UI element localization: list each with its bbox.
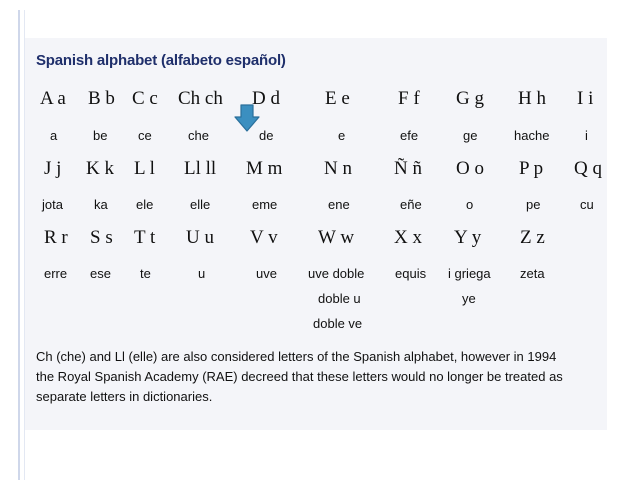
letter-i: I i	[577, 88, 594, 109]
name-e: e	[338, 128, 346, 143]
letter-s: S s	[90, 227, 113, 248]
note-line: separate letters in dictionaries.	[36, 389, 213, 404]
name-w-alt1: doble u	[318, 291, 361, 306]
letter-a: A a	[40, 88, 66, 109]
slide-top	[0, 0, 638, 10]
name-w: uve doble	[308, 266, 365, 281]
name-ene: eñe	[400, 197, 422, 212]
letter-p: P p	[519, 158, 544, 179]
note-line: Ch (che) and Ll (elle) are also considered letters of the Spanish alphabet, however in 1994	[36, 349, 557, 364]
letter-t: T t	[134, 227, 156, 248]
name-n: ene	[328, 197, 350, 212]
letter-ll: Ll ll	[184, 158, 217, 179]
name-ch: che	[188, 128, 209, 143]
page-title: Spanish alphabet (alfabeto español)	[36, 52, 286, 69]
letter-v: V v	[250, 227, 278, 248]
name-c: ce	[138, 128, 152, 143]
letter-ene: Ñ ñ	[394, 158, 422, 179]
letter-j: J j	[44, 158, 62, 179]
name-z: zeta	[520, 266, 545, 281]
letter-q: Q q	[574, 158, 602, 179]
letter-ch: Ch ch	[178, 88, 223, 109]
letter-e: E e	[325, 88, 350, 109]
name-x: equis	[395, 266, 427, 281]
name-g: ge	[463, 128, 478, 143]
name-u: u	[198, 266, 206, 281]
letter-z: Z z	[520, 227, 545, 248]
name-ll: elle	[190, 197, 211, 212]
name-r: erre	[44, 266, 68, 281]
letter-h: H h	[518, 88, 546, 109]
letter-g: G g	[456, 88, 484, 109]
name-k: ka	[94, 197, 108, 212]
name-q: cu	[580, 197, 594, 212]
letter-b: B b	[88, 88, 115, 109]
letter-r: R r	[44, 227, 68, 248]
letter-k: K k	[86, 158, 114, 179]
slide-left-border	[18, 10, 20, 480]
name-v: uve	[256, 266, 277, 281]
down-arrow-icon	[234, 104, 260, 137]
name-i: i	[585, 128, 588, 143]
name-h: hache	[514, 128, 550, 143]
name-l: ele	[136, 197, 154, 212]
letter-d: D d	[252, 88, 280, 109]
note-line: the Royal Spanish Academy (RAE) decreed that these letters would no longer be treated as	[36, 369, 563, 384]
name-p: pe	[526, 197, 541, 212]
letter-m: M m	[246, 158, 283, 179]
letter-u: U u	[186, 227, 214, 248]
name-d: de	[259, 128, 274, 143]
name-m: eme	[252, 197, 278, 212]
letter-f: F f	[398, 88, 420, 109]
name-t: te	[140, 266, 151, 281]
name-b: be	[93, 128, 108, 143]
note-paragraph	[36, 347, 596, 407]
name-f: efe	[400, 128, 419, 143]
letter-x: X x	[394, 227, 422, 248]
letter-n: N n	[324, 158, 352, 179]
name-a: a	[50, 128, 58, 143]
letter-l: L l	[134, 158, 155, 179]
name-w-alt2: doble ve	[313, 316, 363, 331]
name-y: i griega	[448, 266, 491, 281]
name-o: o	[466, 197, 474, 212]
name-y-alt: ye	[462, 291, 476, 306]
letter-w: W w	[318, 227, 355, 248]
letter-y: Y y	[454, 227, 482, 248]
name-s: ese	[90, 266, 111, 281]
name-j: jota	[42, 197, 63, 212]
letter-o: O o	[456, 158, 484, 179]
letter-c: C c	[132, 88, 158, 109]
